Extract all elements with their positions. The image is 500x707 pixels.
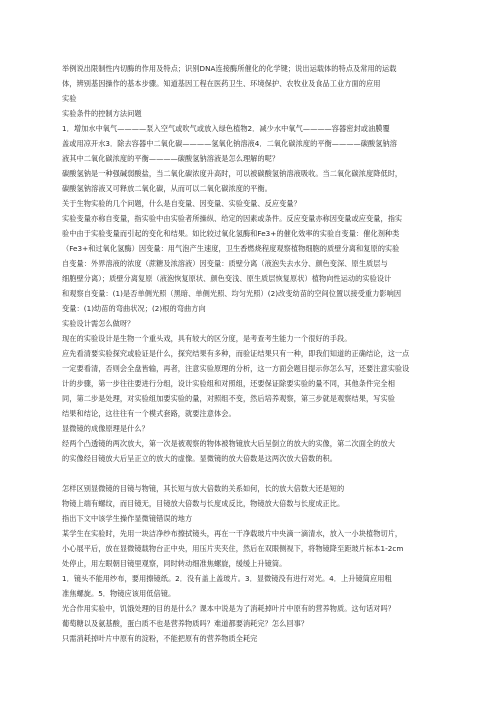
text-line: 实验变量亦称自变量，指实验中由实验者所操纵、给定的因素或条件。反应变量亦称因变量或应变量，指实 bbox=[62, 214, 403, 223]
text-line: 体，辨别基因操作的基本步骤。知道基因工程在医药卫生、环境保护、农牧业及食品工业方面的应用 bbox=[62, 79, 381, 88]
text-line: 某学生在实验时，先用一块洁净纱布擦拭镜头，再在一干净载玻片中央滴一滴清水，放入一小块植物切片， bbox=[62, 529, 403, 538]
text-line: 只需消耗掉叶片中原有的淀粉，不能把原有的营养物质全耗完 bbox=[62, 634, 258, 643]
text-line: 验中由于实验变量而引起的变化和结果。如比较过氧化氢酶和Fe3+的催化效率的实验自变量：催化剂种类 bbox=[62, 229, 400, 238]
text-line: 物镜上端有螺纹，而目镜无，目镜放大倍数与长度成反比，物镜放大倍数与长度成正比。 bbox=[62, 499, 345, 508]
question-heading: 关于生物实验的几个问题，什么是自变量、因变量、实验变量、反应变量？ bbox=[62, 199, 301, 208]
text-line: 同，第二步是处理，对实验组加要实验的量，对照组不变，然后培养观察，第三步就是观察结果，写实验 bbox=[62, 394, 395, 403]
text-line: 碳酸氢钠溶液又可释放二氧化碳，从而可以二氧化碳浓度的平衡。 bbox=[62, 184, 272, 193]
text-line: 计的步骤，第一步往往要进行分组，设计实验组和对照组，还要保证除要实验的量不同，其他条件完全相 bbox=[62, 379, 395, 388]
text-line: 现在的实验设计是生物一个重头戏，具有较大的区分度，是考查考生能力一个很好的手段。 bbox=[62, 334, 352, 343]
text-line: 变量：(1)幼苗的弯曲状况；(2)根的弯曲方向 bbox=[62, 304, 206, 313]
text-line: 经两个凸透镜的两次放大，第一次是被观察的物体被物镜放大后呈倒立的放大的实像，第二次面全的放大 bbox=[62, 439, 395, 448]
text-line: 碳酸氢钠是一种强碱弱酸盐，当二氧化碳浓度升高时，可以被碳酸氢钠溶液吸收。当二氧化碳浓度降低时， bbox=[62, 169, 403, 178]
text-line: 举例说出限制性内切酶的作用及特点；识别DNA连接酶所催化的化学键；说出运载体的特点及常用的运载 bbox=[62, 64, 397, 73]
text-line: 准焦螺旋。5．物镜应该用低倍镜。 bbox=[62, 589, 176, 598]
text-line: 小心展平后，放在显微镜载物台正中央，用压片夹夹住，然后在双眼侧视下，将物镜降至距玻片标本1-2cm bbox=[62, 544, 404, 553]
section-heading: 实验条件的控制方法问题 bbox=[62, 109, 142, 118]
text-line: 一定要看清，否则会全盘皆输，再者，注意实验原理的分析，这一方面会题目提示你怎么写，还要注意实验设 bbox=[62, 364, 410, 373]
text-line: 应先看清要实验探究或验证是什么，探究结果有多种，而验证结果只有一种，即我们知道的正确结论，这一点 bbox=[62, 349, 410, 358]
question-heading: 怎样区别显微镜的目镜与物镜，其长短与放大倍数的关系如何，长的放大倍数大还是短的 bbox=[62, 484, 345, 493]
section-heading: 实验 bbox=[62, 94, 77, 103]
text-line: 液其中二氧化碳浓度的平衡————碳酸氢钠溶液是怎么理解的呢？ bbox=[62, 154, 280, 163]
question-heading: 指出下文中该学生操作显微镜错误的地方 bbox=[62, 514, 193, 523]
text-line: 自变量：外界溶液的浓度（蔗糖及浓溶液）因变量：质壁分离（液泡失去水分、颜色变深、原生质层与 bbox=[62, 259, 388, 268]
question-heading: 显微镜的成像原理是什么？ bbox=[62, 424, 149, 433]
text-line: 葡萄糖以及氨基酸，蛋白质不也是营养物质吗？难道都要消耗完？怎么回事？ bbox=[62, 619, 309, 628]
question-heading: 光合作用实验中，饥饿处理的目的是什么？课本中说是为了消耗掉叶片中原有的营养物质。这句话对吗？ bbox=[62, 604, 395, 613]
question-heading: 实验设计需怎么做呀？ bbox=[62, 319, 135, 328]
text-line: 结果和结论，这往往有一个模式套路，就要注意体会。 bbox=[62, 409, 236, 418]
text-line: 和观察自变量：(1)是否单侧光照（黑暗、单侧光照、均匀光照）(2)改变幼苗的空间位置以接受重力影响因 bbox=[62, 289, 402, 298]
text-line: 盖或用凉开水3．除去容器中二氧化碳————氢氧化钠溶液4．二氧化碳浓度的平衡————碳酸氢钠溶 bbox=[62, 139, 397, 148]
text-line: 1．增加水中氧气————泵入空气或吹气或放入绿色植物2．减少水中氧气————容器密封或油膜覆 bbox=[62, 124, 390, 133]
text-line: 处停止，用左眼朝目镜里观察，同时转动细准焦螺旋，缓缓上升镜筒。 bbox=[62, 559, 287, 568]
text-line: （Fe3+和过氧化氢酶）因变量：用气泡产生速度，卫生香燃烧程度观察植物细胞的质壁分离和复原的实验 bbox=[62, 244, 400, 253]
text-line: 1．镜头不能用纱布，要用擦镜纸。2．没有盖上盖玻片。3．显微镜没有进行对光。4．上升镜筒应用粗 bbox=[62, 574, 392, 583]
text-line: 细胞壁分离）；质壁分离复原（液泡恢复原状、颜色变浅、原生质层恢复原状）植物向性运动的实验设计 bbox=[62, 274, 392, 283]
text-line: 的实像经目镜放大后呈正立的放大的虚像。显微镜的放大倍数是这两次放大倍数的积。 bbox=[62, 454, 338, 463]
